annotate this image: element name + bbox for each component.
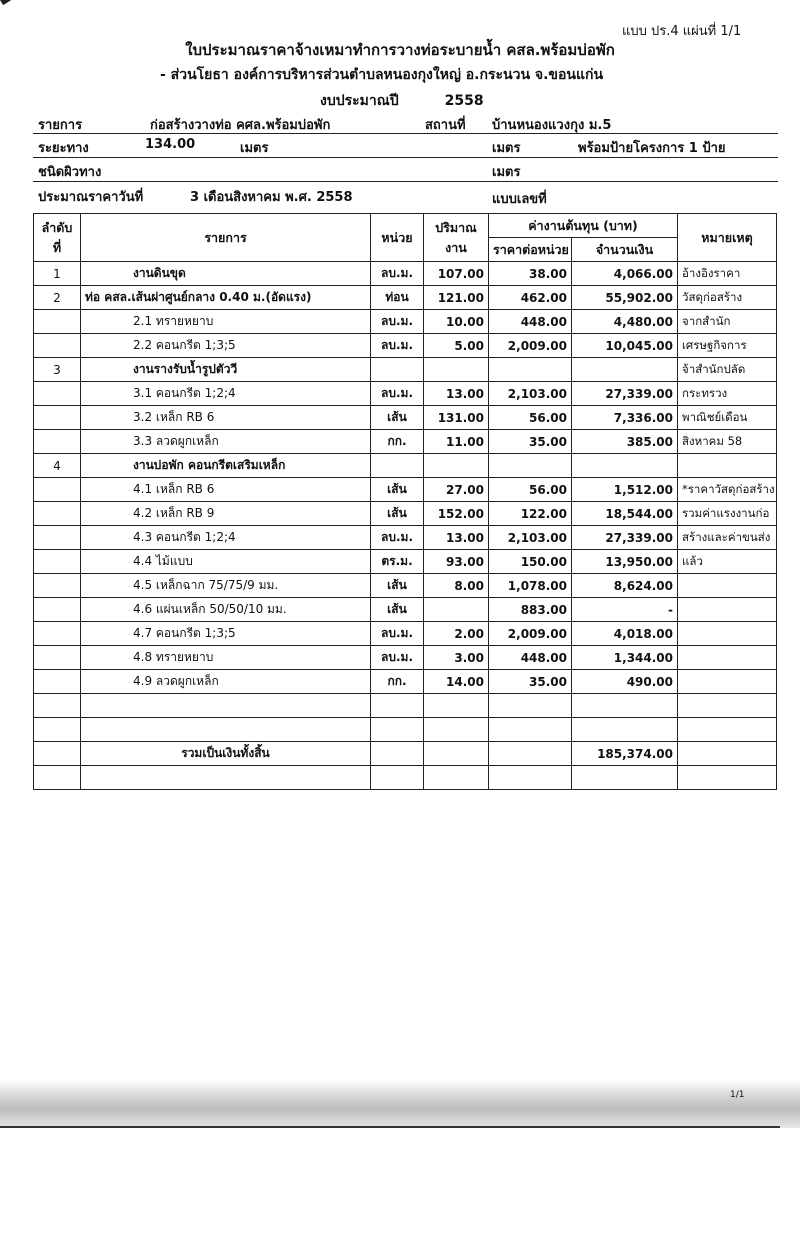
col-header-amount: จำนวนเงิน — [572, 238, 678, 262]
row-remark: พาณิชย์เดือน — [678, 406, 777, 430]
row-remark — [678, 622, 777, 646]
row-quantity: 27.00 — [424, 478, 489, 502]
meter-label-2: เมตร — [492, 165, 521, 180]
col-header-no: ลำดับที่ — [34, 214, 81, 262]
row-amount: 4,066.00 — [572, 262, 678, 286]
row-item: 3.1 คอนกรีต 1;2;4 — [81, 382, 371, 406]
page-number: 1/1 — [730, 1090, 745, 1100]
document-title: ใบประมาณราคาจ้างเหมาทำการวางท่อระบายน้ำ คสล.พร้อมบ่อพัก — [185, 41, 615, 59]
table-row — [34, 670, 777, 694]
row-remark: จากสำนัก — [678, 310, 777, 334]
budget-year-label: งบประมาณปี — [320, 93, 399, 109]
row-unit: เส้น — [371, 598, 424, 622]
row-number — [34, 622, 81, 646]
row-unit-price: 122.00 — [489, 502, 572, 526]
row-unit: ลบ.ม. — [371, 646, 424, 670]
table-row — [34, 406, 777, 430]
row-remark: อ้างอิงราคา — [678, 262, 777, 286]
row-remark: *ราคาวัสดุก่อสร้าง — [678, 478, 777, 502]
scan-shadow — [0, 1080, 800, 1128]
row-unit-price: 150.00 — [489, 550, 572, 574]
row-number — [34, 310, 81, 334]
row-amount: 8,624.00 — [572, 574, 678, 598]
row-item: งานดินขุด — [81, 262, 371, 286]
row-unit: ลบ.ม. — [371, 622, 424, 646]
row-amount: - — [572, 598, 678, 622]
col-header-unit: หน่วย — [371, 214, 424, 262]
row-item: 4.8 ทรายหยาบ — [81, 646, 371, 670]
row-unit: ลบ.ม. — [371, 382, 424, 406]
row-amount: 10,045.00 — [572, 334, 678, 358]
row-item: 4.4 ไม้แบบ — [81, 550, 371, 574]
plan-number-label: แบบเลขที่ — [492, 192, 547, 207]
col-header-quantity: ปริมาณงาน — [424, 214, 489, 262]
total-row — [34, 742, 777, 766]
table-row — [34, 286, 777, 310]
row-quantity: 2.00 — [424, 622, 489, 646]
row-unit-price: 462.00 — [489, 286, 572, 310]
col-header-remark: หมายเหตุ — [678, 214, 777, 262]
meter-label-1: เมตร — [492, 141, 521, 156]
row-number: 2 — [34, 286, 81, 310]
row-unit-price — [489, 454, 572, 478]
table-body — [34, 262, 777, 694]
row-quantity — [424, 454, 489, 478]
page-bottom-edge — [0, 1126, 780, 1128]
row-number — [34, 598, 81, 622]
row-quantity: 8.00 — [424, 574, 489, 598]
table-row — [34, 478, 777, 502]
row-unit-price: 2,103.00 — [489, 526, 572, 550]
surface-type-label: ชนิดผิวทาง — [38, 165, 102, 180]
row-amount: 385.00 — [572, 430, 678, 454]
row-item: งานบ่อพัก คอนกรีตเสริมเหล็ก — [81, 454, 371, 478]
row-remark — [678, 646, 777, 670]
row-unit-price: 448.00 — [489, 310, 572, 334]
row-number — [34, 550, 81, 574]
header-rule-3 — [33, 181, 778, 182]
row-item: 3.2 เหล็ก RB 6 — [81, 406, 371, 430]
row-quantity: 107.00 — [424, 262, 489, 286]
row-item: 4.3 คอนกรีต 1;2;4 — [81, 526, 371, 550]
row-quantity: 3.00 — [424, 646, 489, 670]
blank-row — [34, 766, 777, 790]
item-value: ก่อสร้างวางท่อ คศล.พร้อมบ่อพัก — [150, 118, 331, 133]
place-value: บ้านหนองแวงกุง ม.5 — [492, 118, 612, 133]
header-rule-1 — [33, 133, 778, 134]
table-row — [34, 526, 777, 550]
project-sign-note: พร้อมป้ายโครงการ 1 ป้าย — [578, 141, 726, 156]
row-number — [34, 670, 81, 694]
col-header-item: รายการ — [81, 214, 371, 262]
row-quantity — [424, 358, 489, 382]
row-quantity: 121.00 — [424, 286, 489, 310]
row-remark — [678, 454, 777, 478]
row-item: 4.9 ลวดผูกเหล็ก — [81, 670, 371, 694]
department-line: - ส่วนโยธา องค์การบริหารส่วนตำบลหนองกุงใหญ่ อ.กระนวน จ.ขอนแก่น — [160, 67, 604, 83]
row-quantity — [424, 598, 489, 622]
row-amount: 1,512.00 — [572, 478, 678, 502]
total-amount: 185,374.00 — [572, 742, 678, 766]
row-unit: ลบ.ม. — [371, 334, 424, 358]
row-amount: 27,339.00 — [572, 382, 678, 406]
row-quantity: 11.00 — [424, 430, 489, 454]
budget-year-value: 2558 — [444, 93, 484, 109]
row-unit-price: 35.00 — [489, 670, 572, 694]
row-item: 3.3 ลวดผูกเหล็ก — [81, 430, 371, 454]
table-row — [34, 262, 777, 286]
row-remark — [678, 574, 777, 598]
row-remark: สิงหาคม 58 — [678, 430, 777, 454]
row-unit-price: 38.00 — [489, 262, 572, 286]
row-unit-price: 2,009.00 — [489, 334, 572, 358]
row-unit: ลบ.ม. — [371, 526, 424, 550]
table-row — [34, 310, 777, 334]
row-number — [34, 430, 81, 454]
estimate-date-value: 3 เดือนสิงหาคม พ.ศ. 2558 — [190, 190, 353, 205]
table-row — [34, 550, 777, 574]
row-item: 4.7 คอนกรีต 1;3;5 — [81, 622, 371, 646]
col-header-unit-price: ราคาต่อหน่วย — [489, 238, 572, 262]
row-unit-price: 883.00 — [489, 598, 572, 622]
row-remark: เศรษฐกิจการ — [678, 334, 777, 358]
row-unit: เส้น — [371, 574, 424, 598]
row-number — [34, 646, 81, 670]
total-label: รวมเป็นเงินทั้งสิ้น — [81, 742, 371, 766]
row-unit: กก. — [371, 430, 424, 454]
row-unit: ลบ.ม. — [371, 310, 424, 334]
row-amount: 490.00 — [572, 670, 678, 694]
row-unit: เส้น — [371, 478, 424, 502]
form-code: แบบ ปร.4 แผ่นที่ 1/1 — [622, 24, 742, 39]
table-row — [34, 502, 777, 526]
row-number: 4 — [34, 454, 81, 478]
row-unit-price: 35.00 — [489, 430, 572, 454]
blank-row — [34, 694, 777, 718]
table-row — [34, 454, 777, 478]
row-number: 3 — [34, 358, 81, 382]
row-amount — [572, 358, 678, 382]
row-unit: กก. — [371, 670, 424, 694]
row-unit-price: 2,009.00 — [489, 622, 572, 646]
row-quantity: 13.00 — [424, 526, 489, 550]
row-unit: เส้น — [371, 406, 424, 430]
table-row — [34, 598, 777, 622]
row-number — [34, 502, 81, 526]
row-quantity: 152.00 — [424, 502, 489, 526]
row-remark: กระทรวง — [678, 382, 777, 406]
row-amount: 4,018.00 — [572, 622, 678, 646]
row-amount: 1,344.00 — [572, 646, 678, 670]
row-remark: จ้าสำนักปลัด — [678, 358, 777, 382]
row-number — [34, 334, 81, 358]
row-remark: วัสดุก่อสร้าง — [678, 286, 777, 310]
table-row — [34, 334, 777, 358]
table-row — [34, 430, 777, 454]
row-quantity: 14.00 — [424, 670, 489, 694]
row-amount — [572, 454, 678, 478]
row-unit-price: 448.00 — [489, 646, 572, 670]
row-unit-price — [489, 358, 572, 382]
row-quantity: 13.00 — [424, 382, 489, 406]
estimate-date-label: ประมาณราคาวันที่ — [38, 190, 144, 205]
table-row — [34, 622, 777, 646]
row-unit: ลบ.ม. — [371, 262, 424, 286]
row-quantity: 5.00 — [424, 334, 489, 358]
distance-label: ระยะทาง — [38, 141, 89, 156]
row-number — [34, 406, 81, 430]
table-row — [34, 646, 777, 670]
row-item: 2.2 คอนกรีต 1;3;5 — [81, 334, 371, 358]
row-amount: 18,544.00 — [572, 502, 678, 526]
row-number — [34, 574, 81, 598]
row-quantity: 10.00 — [424, 310, 489, 334]
row-item: 4.1 เหล็ก RB 6 — [81, 478, 371, 502]
row-item: 2.1 ทรายหยาบ — [81, 310, 371, 334]
header-rule-2 — [33, 157, 778, 158]
row-unit — [371, 454, 424, 478]
row-unit-price: 1,078.00 — [489, 574, 572, 598]
row-amount: 13,950.00 — [572, 550, 678, 574]
row-number — [34, 526, 81, 550]
row-quantity: 93.00 — [424, 550, 489, 574]
row-remark: รวมค่าแรงงานก่อ — [678, 502, 777, 526]
row-number: 1 — [34, 262, 81, 286]
row-amount: 27,339.00 — [572, 526, 678, 550]
row-quantity: 131.00 — [424, 406, 489, 430]
row-amount: 55,902.00 — [572, 286, 678, 310]
row-unit-price: 56.00 — [489, 478, 572, 502]
budget-year-line — [320, 90, 484, 112]
place-label: สถานที่ — [425, 118, 466, 133]
row-unit-price: 2,103.00 — [489, 382, 572, 406]
blank-row — [34, 718, 777, 742]
row-item: 4.5 เหล็กฉาก 75/75/9 มม. — [81, 574, 371, 598]
row-unit: เส้น — [371, 502, 424, 526]
table-row — [34, 574, 777, 598]
table-row — [34, 382, 777, 406]
row-item: ท่อ คสล.เส้นผ่าศูนย์กลาง 0.40 ม.(อัดแรง) — [81, 286, 371, 310]
distance-value: 134.00 — [145, 137, 196, 152]
row-item: 4.6 แผ่นเหล็ก 50/50/10 มม. — [81, 598, 371, 622]
row-number — [34, 382, 81, 406]
row-item: งานรางรับน้ำรูปตัววี — [81, 358, 371, 382]
distance-unit: เมตร — [240, 141, 269, 156]
row-unit: ท่อน — [371, 286, 424, 310]
cost-estimate-table — [33, 213, 777, 790]
row-remark — [678, 598, 777, 622]
row-amount: 7,336.00 — [572, 406, 678, 430]
row-number — [34, 478, 81, 502]
scan-edge-mark — [0, 0, 122, 5]
row-amount: 4,480.00 — [572, 310, 678, 334]
row-unit — [371, 358, 424, 382]
row-remark: สร้างและค่าขนส่ง — [678, 526, 777, 550]
row-remark: แล้ว — [678, 550, 777, 574]
row-unit-price: 56.00 — [489, 406, 572, 430]
row-remark — [678, 670, 777, 694]
item-label: รายการ — [38, 118, 83, 133]
col-header-cost-group: ค่างานต้นทุน (บาท) — [489, 214, 678, 238]
row-item: 4.2 เหล็ก RB 9 — [81, 502, 371, 526]
table-row — [34, 358, 777, 382]
row-unit: ตร.ม. — [371, 550, 424, 574]
